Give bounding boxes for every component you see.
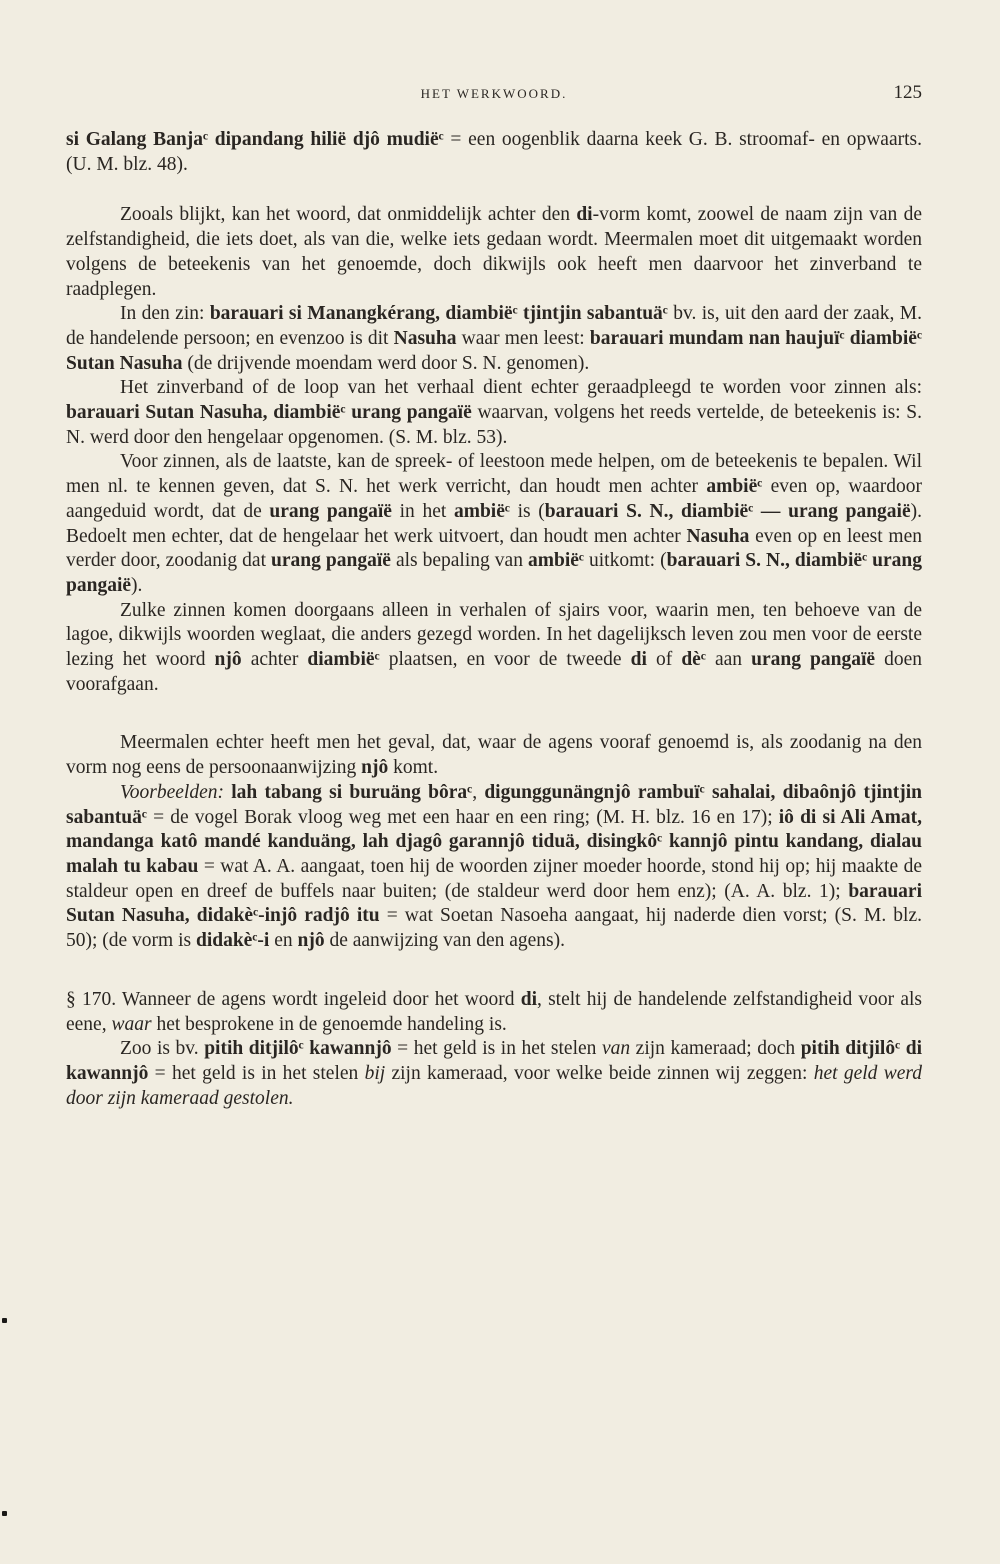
margin-speck (2, 1318, 7, 1323)
bold-term: ᶜ (504, 500, 510, 522)
bold-term: ᶜ (467, 781, 473, 803)
text-run: = wat A. A. aangaat, toen hij de woorden zijner moeder hoorde, stond hij op; hij maakte de staldeur open en dreef de buffels naar buiten; (de staldeur werd door hem enz); (A. A. blz. 1); (66, 855, 922, 902)
bold-term: si Galang Banja (66, 129, 203, 150)
paragraph (66, 302, 922, 376)
bold-term: urang pangaïë (345, 402, 472, 424)
body-text (66, 128, 922, 1111)
text-run: plaatsen, en voor de tweede (379, 649, 631, 671)
bold-term: barauari mundam nan haujuï (589, 327, 840, 349)
text-run: komt. (388, 757, 439, 779)
bold-term: ᶜ (700, 649, 706, 671)
bold-term: -i (257, 930, 270, 952)
bold-term: ᶜ (438, 129, 444, 150)
bold-term: diambië (307, 649, 375, 671)
text-run: = wat Soetan Nasoeha aangaat, hij naderde dien vorst; (S. M. blz. 50); (de vorm is (66, 905, 922, 952)
bold-term: -injô radjô itu (258, 905, 380, 927)
bold-term: njô (214, 649, 242, 671)
bold-term: Nasuha (393, 327, 457, 349)
bold-term: — urang pangaië (753, 500, 911, 522)
text-run: even op, waardoor aangeduid wordt, dat de (66, 476, 922, 522)
bold-term: barauari S. N., diambië (666, 550, 863, 572)
text-run: § 170. Wanneer de agens wordt ingeleid door het woord (66, 988, 521, 1010)
italic-text: bij (364, 1062, 386, 1084)
paragraph (66, 731, 922, 780)
text-run: ). Bedoelt men echter, dat de hengelaar het werk uitvoert, dan houdt men achter (66, 500, 923, 547)
bold-term: ᶜ (839, 327, 845, 349)
text-run: of (646, 649, 682, 671)
bold-term: dipandang hilië djô mudië (208, 129, 439, 150)
running-head-title: HET WERKWOORD. (420, 86, 568, 101)
bold-term: ᶜ (374, 649, 380, 671)
bold-term: ᶜ (340, 402, 346, 424)
bold-term: iô di si Ali Amat, mandanga katô mandé kanduäng, lah djagô garannjô tiduä, disingkô (66, 806, 922, 853)
bold-term: njô (297, 930, 325, 952)
paragraph (66, 128, 922, 177)
italic-text: Voorbeelden: (120, 781, 224, 803)
bold-term: di (630, 649, 647, 671)
text-run: zijn kameraad; doch (630, 1038, 801, 1060)
italic-text: waar (111, 1013, 152, 1035)
bold-term: ᶜ (578, 550, 584, 572)
paragraph (66, 1037, 922, 1111)
bold-term: ᶜ (141, 806, 147, 828)
bold-term: lah tabang si buruäng bôra (231, 781, 468, 803)
bold-term: ᶜ (202, 129, 209, 150)
text-run: = de vogel Borak vloog weg met een haar en een ring; (M. H. blz. 16 en 17); (146, 806, 779, 828)
bold-term: didakè (195, 930, 253, 952)
text-run: even op en leest men verder door, zoodanig dat (66, 525, 922, 572)
text-run: Zoo is bv. (120, 1038, 205, 1060)
bold-term: barauari Sutan Nasuha, diambië (66, 402, 341, 424)
text-run: ). (131, 574, 143, 596)
bold-term: barauari Sutan Nasuha, didakè (66, 880, 922, 927)
page-number: 125 (893, 82, 922, 103)
bold-term: pitih ditjilô (204, 1038, 299, 1060)
text-run: het besprokene in de genoemde handeling is. (151, 1013, 507, 1035)
bold-term: urang pangaië (66, 550, 923, 596)
paragraph (66, 781, 922, 954)
bold-term: ᶜ (895, 1038, 901, 1060)
bold-term: ambië (527, 550, 579, 572)
text-run: uitkomt: ( (583, 550, 667, 572)
text-run: = het geld is in het stelen (391, 1038, 602, 1060)
bold-term: kawannjô (303, 1038, 392, 1060)
text-run: zijn kameraad, voor welke beide zinnen wij zeggen: (385, 1062, 814, 1084)
bold-term: di kawannjô (66, 1038, 922, 1084)
text-run: , (472, 781, 485, 803)
text-run: (de drijvende moendam werd door S. N. genomen). (182, 352, 590, 374)
bold-term: kannjô pintu kandang, dialau malah tu kabau (66, 831, 922, 877)
paragraph (66, 203, 922, 302)
bold-term: digunggunängnjô rambuï (484, 781, 700, 803)
bold-term: Sutan Nasuha (66, 352, 183, 374)
text-run: als bepaling van (390, 550, 528, 572)
paragraph (66, 376, 922, 450)
bold-term: ᶜ (757, 476, 763, 498)
bold-term: ᶜ (512, 303, 518, 325)
bold-term: barauari si Manangkérang, diambië (209, 303, 513, 325)
bold-term: dè (681, 649, 701, 671)
bold-term: tjintjin sabantuä (517, 303, 663, 325)
bold-term: urang pangaïë (271, 550, 391, 572)
bold-term: ᶜ (662, 303, 668, 325)
text-run: Zooals blijkt, kan het woord, dat onmiddelijk achter den (120, 204, 577, 226)
text-run: In den zin: (120, 303, 210, 325)
text-run: Meermalen echter heeft men het geval, dat, waar de agens vooraf genoemd is, als zoodanig na den vorm nog eens de persoonaanwijzing (66, 732, 922, 779)
bold-term: urang pangaïë (269, 500, 392, 522)
text-run: en (269, 930, 298, 952)
text-run: waar men leest: (456, 327, 590, 349)
text-run: achter (241, 649, 308, 671)
text-run: aan (705, 649, 752, 671)
bold-term: ᶜ (253, 905, 259, 927)
bold-term: ᶜ (748, 500, 754, 522)
bold-term: ᶜ (916, 327, 922, 349)
bold-term: njô (361, 757, 389, 779)
bold-term: urang pangaïë (751, 649, 876, 671)
bold-term: ᶜ (298, 1038, 304, 1060)
bold-term: diambië (844, 327, 917, 349)
italic-text: van (601, 1038, 631, 1060)
text-run: waarvan, volgens het reeds vertelde, de beteekenis is: S. N. werd door den hengelaar opgenomen. (S. M. blz. 53). (66, 402, 923, 448)
margin-speck (2, 1511, 7, 1516)
text-run: -vorm komt, zoowel de naam zijn van de zelfstandigheid, die iets doet, als van die, welke iets gedaan wordt. Meermalen moet dit uitgemaakt worden volgens de beteekenis van het genoemde, doch dikwijls ook heeft men daarvoor het zinverband te raadplegen. (66, 204, 923, 300)
paragraph (66, 450, 922, 598)
running-head (66, 82, 922, 106)
bold-term: pitih ditjilô (800, 1038, 896, 1060)
italic-text: het geld werd door zijn kameraad gestolen. (66, 1062, 923, 1109)
bold-term: Nasuha (686, 525, 750, 547)
bold-term: barauari S. N., diambië (544, 500, 749, 522)
bold-term: di (520, 988, 537, 1010)
bold-term: ᶜ (699, 781, 705, 803)
bold-term: ambië (706, 476, 758, 498)
text-run: bv. is, uit den aard der zaak, M. de handelende persoon; en evenzoo is dit (66, 303, 922, 349)
paragraph (66, 599, 922, 698)
text-run: de aanwijzing van den agens). (324, 930, 565, 952)
bold-term: sahalai, dibaônjô tjintjin sabantuä (66, 781, 922, 828)
text-run: = een oogenblik daarna keek G. B. stroomaf- en opwaarts. (U. M. blz. 48). (66, 129, 922, 175)
bold-term: ᶜ (252, 930, 258, 952)
bold-term: di (576, 204, 593, 226)
text-run: = het geld is in het stelen (148, 1062, 365, 1084)
bold-term: ambië (453, 500, 505, 522)
bold-term: ᶜ (862, 550, 868, 572)
text-run: is ( (509, 500, 545, 522)
text-run: Zulke zinnen komen doorgaans alleen in verhalen of sjairs voor, waarin men, ten behoeve van de lagoe, dikwijls woorden weglaat, die anders gezegd worden. In het dagelijksch leven zou men voor de eerste lezing het woord (66, 599, 922, 671)
paragraph (66, 988, 922, 1037)
bold-term: ᶜ (657, 831, 663, 853)
text-run: , stelt hij de handelende zelfstandigheid voor als eene, (66, 988, 923, 1035)
text-run: Het zinverband of de loop van het verhaal dient echter geraadpleegd te worden voor zinnen als: (120, 377, 922, 399)
text-run: doen voorafgaan. (66, 649, 923, 695)
text-run: Voor zinnen, als de laatste, kan de spreek- of leestoon mede helpen, om de beteekenis te bepalen. Wil men nl. te kennen geven, dat S. N. het werk verricht, dan houdt men achter (66, 451, 922, 498)
text-run: in het (391, 500, 454, 522)
